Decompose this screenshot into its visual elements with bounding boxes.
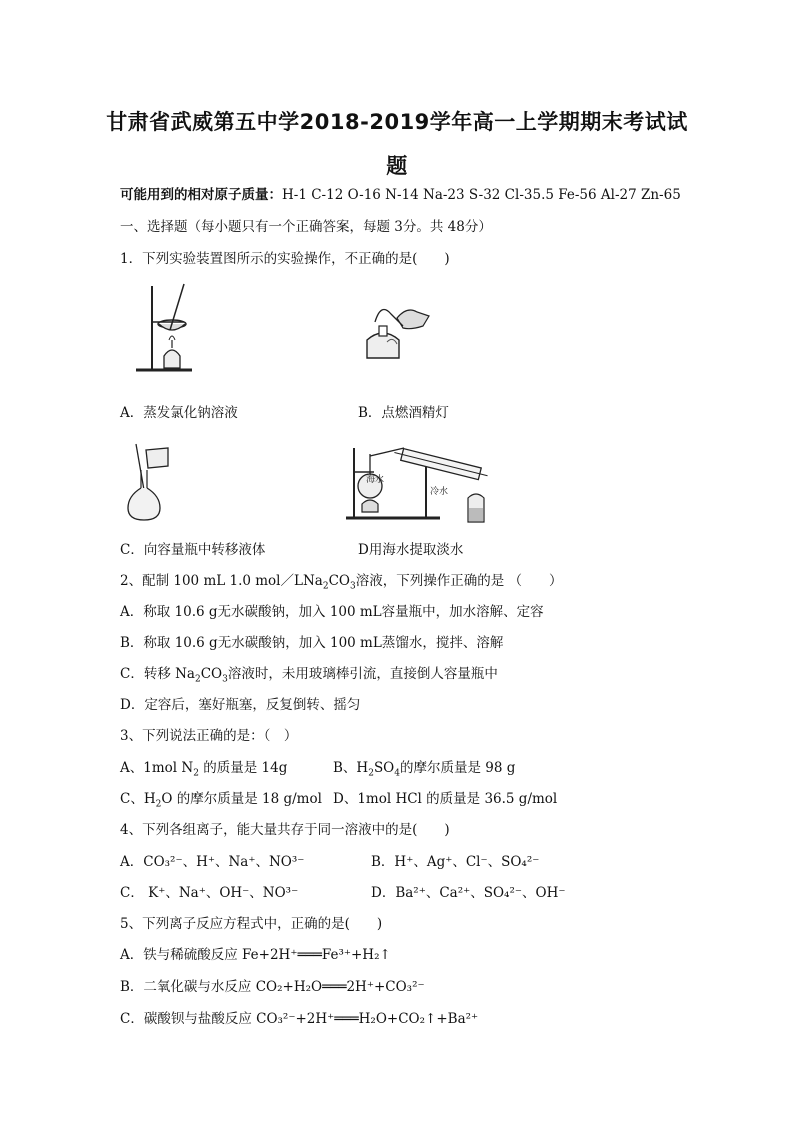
q1-option-d: D用海水提取淡水 — [358, 542, 464, 558]
q3-c-part: C、H — [120, 791, 156, 807]
q5-option-c: C．碳酸钡与盐酸反应 CO₃²⁻+2H⁺═══H₂O+CO₂↑+Ba²⁺ — [120, 1011, 479, 1027]
q2-c-sub: 2 — [194, 674, 201, 685]
q5-option-b: B．二氧化碳与水反应 CO₂+H₂O═══2H⁺+CO₃²⁻ — [120, 979, 425, 995]
q2-option-a: A．称取 10.6 g无水碳酸钠，加入 100 mL容量瓶中，加水溶解、定容 — [120, 604, 544, 620]
atomic-mass-line — [120, 186, 681, 204]
distillation-apparatus-figure — [344, 438, 494, 524]
q2-stem-part: 2、配制 100 mL 1.0 mol／LNa — [120, 573, 323, 589]
q3-b-part: B、H — [333, 760, 369, 776]
q2-c-sub: 3 — [222, 674, 228, 685]
exam-title-line1: 甘肃省武威第五中学2018-2019学年高一上学期期末考试试 — [106, 110, 688, 134]
q1-option-c: C．向容量瓶中转移液体 — [120, 542, 266, 558]
q1-stem: 1．下列实验装置图所示的实验操作，不正确的是( ) — [120, 251, 450, 267]
q3-option-b — [333, 759, 515, 777]
q2-option-b: B．称取 10.6 g无水碳酸钠，加入 100 mL蒸馏水，搅拌、溶解 — [120, 635, 504, 651]
q3-b-sub: 2 — [368, 768, 374, 779]
alcohol-lamp-figure — [357, 296, 437, 366]
q3-option-c — [120, 790, 322, 808]
q3-c-sub: 2 — [155, 799, 162, 810]
atomic-mass-label: 可能用到的相对原子质量： — [120, 187, 282, 203]
q1-option-a: A．蒸发氯化钠溶液 — [120, 405, 238, 421]
q1-option-b: B．点燃酒精灯 — [358, 405, 449, 421]
q4-stem: 4、下列各组离子，能大量共存于同一溶液中的是( ) — [120, 822, 450, 838]
q3-b-sub: 4 — [394, 768, 400, 779]
q2-c-part: C．转移 Na — [120, 666, 195, 682]
exam-title-line2: 题 — [386, 154, 408, 178]
q2-stem-part: 溶液，下列操作正确的是 （ ） — [355, 573, 563, 589]
q2-c-part: 溶液时，未用玻璃棒引流，直接倒人容量瓶中 — [227, 666, 498, 682]
q2-stem — [120, 572, 563, 590]
q4-option-a: A．CO₃²⁻、H⁺、Na⁺、NO³⁻ — [120, 854, 305, 870]
q2-c-part: CO — [200, 666, 223, 682]
q4-option-d: D．Ba²⁺、Ca²⁺、SO₄²⁻、OH⁻ — [371, 885, 566, 901]
volumetric-flask-figure — [124, 440, 184, 522]
q4-option-c: C． K⁺、Na⁺、OH⁻、NO³⁻ — [120, 885, 299, 901]
q2-option-c — [120, 665, 498, 683]
seawater-label: 海水 — [366, 475, 385, 485]
q2-stem-sub: 3 — [349, 581, 356, 592]
q5-stem: 5、下列离子反应方程式中，正确的是( ) — [120, 916, 383, 932]
coldwater-label: 冷水 — [430, 487, 449, 497]
q3-option-a — [120, 759, 287, 777]
q3-option-d: D、1mol HCl 的质量是 36.5 g/mol — [333, 791, 558, 807]
q2-option-d: D．定容后，塞好瓶塞，反复倒转、摇匀 — [120, 697, 361, 713]
q3-b-part: SO — [373, 760, 395, 776]
q3-a-sub: 2 — [193, 768, 199, 779]
q3-stem: 3、下列说法正确的是：（ ） — [120, 728, 298, 744]
section-heading: 一、选择题（每小题只有一个正确答案，每题 3分。共 48分） — [120, 219, 492, 235]
q3-a-part: 的质量是 14g — [198, 760, 288, 776]
q3-b-part: 的摩尔质量是 98 g — [400, 760, 516, 776]
atomic-mass-values: H-1 C-12 O-16 N-14 Na-23 S-32 Cl-35.5 Fe-56 Al-27 Zn-65 — [282, 187, 681, 203]
evaporation-apparatus-figure — [132, 282, 202, 377]
q4-option-b: B．H⁺、Ag⁺、Cl⁻、SO₄²⁻ — [371, 854, 540, 870]
q5-option-a: A．铁与稀硫酸反应 Fe+2H⁺═══Fe³⁺+H₂↑ — [120, 947, 391, 963]
q2-stem-sub: 2 — [322, 581, 329, 592]
q3-a-part: A、1mol N — [120, 760, 194, 776]
q3-c-part: O 的摩尔质量是 18 g/mol — [161, 791, 322, 807]
q2-stem-part: CO — [328, 573, 350, 589]
